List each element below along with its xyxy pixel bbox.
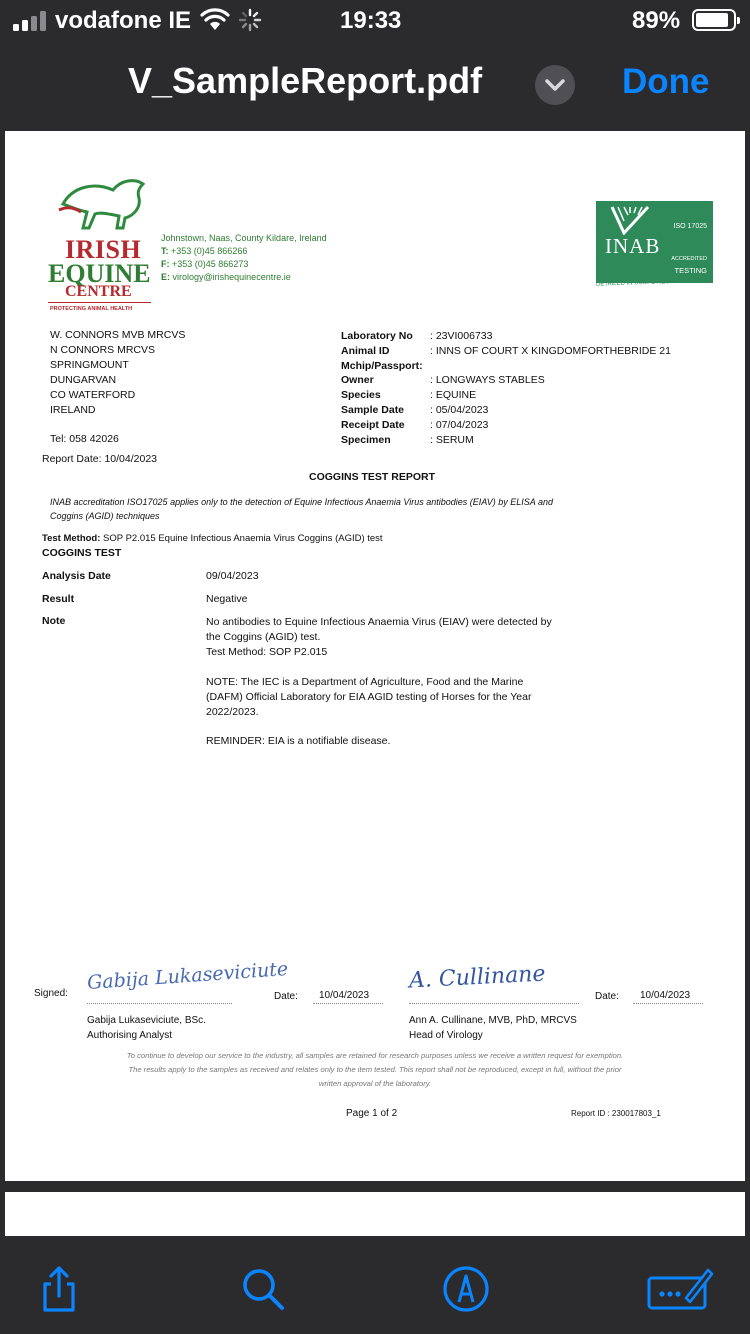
date-1: 10/04/2023 bbox=[319, 990, 370, 1001]
battery-icon bbox=[692, 9, 736, 31]
horse-logo-icon bbox=[55, 176, 155, 231]
details-labels: Laboratory No Animal ID Mchip/Passport: Owner Species Sample Date Receipt Date Specimen bbox=[341, 330, 423, 446]
species: : EQUINE bbox=[430, 389, 477, 402]
owner: : LONGWAYS STABLES bbox=[430, 374, 545, 387]
contact-address: Johnstown, Naas, County Kildare, Ireland bbox=[161, 233, 327, 243]
markup-icon bbox=[441, 1264, 491, 1314]
title-menu-button[interactable] bbox=[535, 65, 575, 105]
result-label: Result bbox=[42, 593, 75, 605]
logo-irish: IRISH bbox=[65, 235, 142, 264]
document-title: V_SampleReport.pdf bbox=[128, 60, 483, 101]
test-method-line: Test Method: SOP P2.015 Equine Infectious Anaemia Virus Coggins (AGID) test bbox=[42, 533, 383, 544]
pdf-page-2-preview[interactable] bbox=[5, 1192, 745, 1242]
wifi-icon bbox=[200, 8, 230, 32]
signature-button[interactable] bbox=[646, 1264, 716, 1314]
inab-logo-text: INAB bbox=[605, 234, 661, 258]
date-label-2: Date: bbox=[595, 991, 619, 1002]
analysis-date: 09/04/2023 bbox=[206, 570, 259, 582]
cellular-signal-icon bbox=[13, 11, 47, 31]
search-button[interactable] bbox=[238, 1264, 288, 1314]
note-text: No antibodies to Equine Infectious Anaemia Virus (EIAV) were detected by the Coggins (AGID) test. Test Method: SOP P2.015 bbox=[206, 616, 552, 658]
status-bar bbox=[0, 0, 750, 40]
done-button[interactable]: Done bbox=[622, 62, 710, 101]
signature-2: A. Cullinane bbox=[408, 961, 547, 994]
logo-centre: CENTRE bbox=[65, 283, 132, 300]
contact-email: virology@irishequinecentre.ie bbox=[172, 272, 291, 282]
reminder: REMINDER: EIA is a notifiable disease. bbox=[206, 735, 391, 747]
signature-icon bbox=[646, 1264, 716, 1314]
sample-date: : 05/04/2023 bbox=[430, 403, 489, 416]
logo-tagline: PROTECTING ANIMAL HEALTH bbox=[50, 306, 133, 312]
inab-note: INAB accreditation ISO17025 applies only to the detection of Equine Infectious Anaemia Virus antibodies (EIAV) by ELISA and Coggins (AGID) techniques bbox=[50, 497, 553, 521]
report-id: Report ID : 230017803_1 bbox=[571, 1109, 661, 1118]
date-label-1: Date: bbox=[274, 991, 298, 1002]
inab-scope: DETAILED IN SCOPE REG NO.151T bbox=[595, 278, 696, 288]
battery-percentage: 89% bbox=[632, 7, 681, 34]
signatory-1: Gabija Lukaseviciute, BSc. Authorising Analyst bbox=[87, 1015, 206, 1041]
carrier-name: vodafone IE bbox=[55, 7, 192, 34]
inab-badge: ISO 17025 INAB ACCREDITED TESTING bbox=[596, 201, 713, 283]
contact-phone: +353 (0)45 866266 bbox=[171, 246, 248, 256]
share-button[interactable] bbox=[34, 1264, 84, 1314]
share-icon bbox=[34, 1264, 84, 1314]
contact-fax: +353 (0)45 866273 bbox=[172, 259, 249, 269]
pdf-page bbox=[5, 131, 745, 1181]
report-heading: COGGINS TEST REPORT bbox=[309, 471, 436, 483]
search-icon bbox=[238, 1264, 288, 1314]
report-date: Report Date: 10/04/2023 bbox=[42, 453, 157, 465]
date-2: 10/04/2023 bbox=[640, 990, 691, 1001]
details-values bbox=[430, 329, 671, 447]
chevron-down-icon bbox=[535, 65, 575, 105]
receipt-date: : 07/04/2023 bbox=[430, 418, 489, 431]
disclaimer: To continue to develop our service to the industry, all samples are retained for research purposes unless we receive a written request for exemption. The results apply to the samples as received and relates only to the item tested. This report shall not be reproduced, except in full, without the prior written approval of the laboratory. bbox=[126, 1051, 624, 1088]
laboratory-no: : 23VI006733 bbox=[430, 330, 493, 342]
animal-id: : INNS OF COURT X KINGDOMFORTHEBRIDE 21 bbox=[430, 344, 671, 357]
section-title: COGGINS TEST bbox=[42, 547, 122, 559]
specimen: : SERUM bbox=[430, 433, 474, 446]
page-number: Page 1 of 2 bbox=[346, 1108, 398, 1119]
mchip-passport bbox=[430, 359, 671, 374]
activity-spinner-icon bbox=[238, 8, 262, 32]
dafm-note: NOTE: The IEC is a Department of Agriculture, Food and the Marine (DAFM) Official Laboratory for EIA AGID testing of Horses for the Year 2022/2023. bbox=[206, 676, 532, 718]
markup-button[interactable] bbox=[441, 1264, 491, 1314]
contact-block: Johnstown, Naas, County Kildare, Ireland T: +353 (0)45 866266 F: +353 (0)45 866273 E: virology@irishequinecentre.ie bbox=[161, 233, 327, 282]
analysis-date-label: Analysis Date bbox=[42, 570, 111, 582]
signed-label: Signed: bbox=[34, 988, 68, 999]
logo-equine: EQUINE bbox=[48, 259, 151, 288]
bottom-toolbar bbox=[0, 1236, 750, 1334]
recipient-address: W. CONNORS MVB MRCVS N CONNORS MRCVS SPRINGMOUNT DUNGARVAN CO WATERFORD IRELAND bbox=[50, 329, 186, 416]
note-label: Note bbox=[42, 615, 66, 627]
signatory-2: Ann A. Cullinane, MVB, PhD, MRCVS Head of Virology bbox=[409, 1015, 577, 1041]
clock: 19:33 bbox=[340, 7, 402, 34]
result-value: Negative bbox=[206, 593, 248, 605]
signature-1: Gabija Lukaseviciute bbox=[86, 958, 289, 994]
inab-check-icon bbox=[610, 205, 650, 235]
recipient-tel: Tel: 058 42026 bbox=[50, 433, 119, 445]
